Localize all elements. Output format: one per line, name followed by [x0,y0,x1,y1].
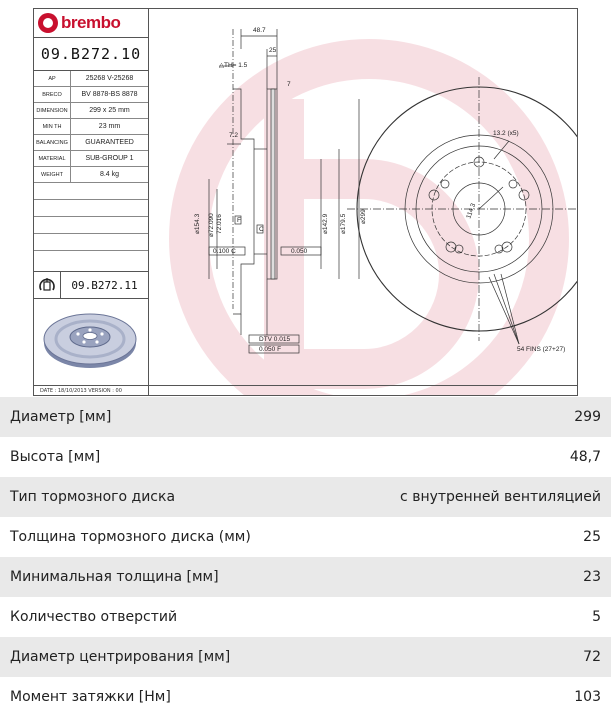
dim-pcd: 114.3 [465,202,478,220]
dim-d179: ⌀179.5 [340,213,347,234]
title-block [34,9,149,396]
spec-label: Момент затяжки [Нм] [10,689,171,705]
spec-row: MATERIAL SUB-GROUP 1 [34,151,148,167]
spec-list-row [0,437,611,477]
dim-d72a: ⌀72.090 [208,213,215,237]
spec-row: AP 25268 V-25268 [34,71,148,87]
spec-label: Тип тормозного диска [10,489,176,505]
spec-label: Диаметр [мм] [10,409,112,425]
drawing-views [149,9,578,387]
spec-table [34,71,148,183]
spec-value: 23 [583,569,601,585]
spec-list [0,397,611,717]
spec-row: WEIGHT 8.4 kg [34,167,148,183]
spec-value: 103 [574,689,601,705]
spec-label: Диаметр центрирования [мм] [10,649,231,665]
spec-row: DIMENSION 299 x 25 mm [34,103,148,119]
spec-value: 5 [592,609,601,625]
spec-list-row [0,637,611,677]
spec-label: Толщина тормозного диска (мм) [10,529,251,545]
brembo-logo: brembo [34,9,148,38]
dim-seven: 7 [287,81,291,88]
spec-list-row [0,397,611,437]
alt-part-row [34,271,148,299]
dim-thickness: 25 [269,47,277,54]
disc-photo [40,305,140,373]
dim-holes: 13.2 (x5) [493,130,519,137]
spec-value: 48,7 [569,449,601,465]
tolerance-dtv: DTV 0.015 [259,336,291,343]
spec-list-row [0,557,611,597]
tolerance-runout: 0.100 C [213,248,236,255]
alt-part-number: 09.B272.11 [71,278,138,292]
spec-row: MIN TH 23 mm [34,119,148,135]
datum-f: F [237,217,241,224]
brembo-logo-icon [38,13,58,33]
part-number: 09.B272.10 [34,38,148,71]
spec-value: с внутренней вентиляцией [400,489,601,505]
tolerance-flatness: 0.050 [291,248,308,255]
dim-d299: ⌀299 [360,209,367,224]
spec-label: Минимальная толщина [мм] [10,569,219,585]
spec-label: Высота [мм] [10,449,101,465]
spec-list-row [0,677,611,717]
spec-list-row [0,477,611,517]
dim-th: △TH= 1.5 [219,62,248,69]
spec-label: Количество отверстий [10,609,178,625]
dim-height: 48.7 [253,27,266,34]
blank-row [34,200,148,217]
dim-offset: 7.2 [229,132,239,139]
drawing-footer: DATE : 18/10/2013 VERSION : 00 [34,385,577,395]
technical-drawing [33,8,578,396]
spec-row: BRECO BV 8878-BS 8878 [34,87,148,103]
blank-row [34,217,148,234]
spec-value: 299 [574,409,601,425]
spec-row: BALANCING GUARANTEED [34,135,148,151]
spec-value: 25 [583,529,601,545]
blank-row [34,234,148,251]
dim-fins: 54 FINS (27+27) [517,346,566,353]
dim-d72b: 72.016 [216,214,223,234]
tolerance-parallel: 0.050 F [259,346,282,353]
brake-caliper-icon [34,272,61,298]
spec-list-row [0,517,611,557]
spec-list-row [0,597,611,637]
blank-row [34,183,148,200]
datum-c: C [259,226,264,233]
dim-d142: ⌀142.9 [322,213,329,234]
spec-value: 72 [583,649,601,665]
dim-d154: ⌀154.3 [194,213,201,234]
